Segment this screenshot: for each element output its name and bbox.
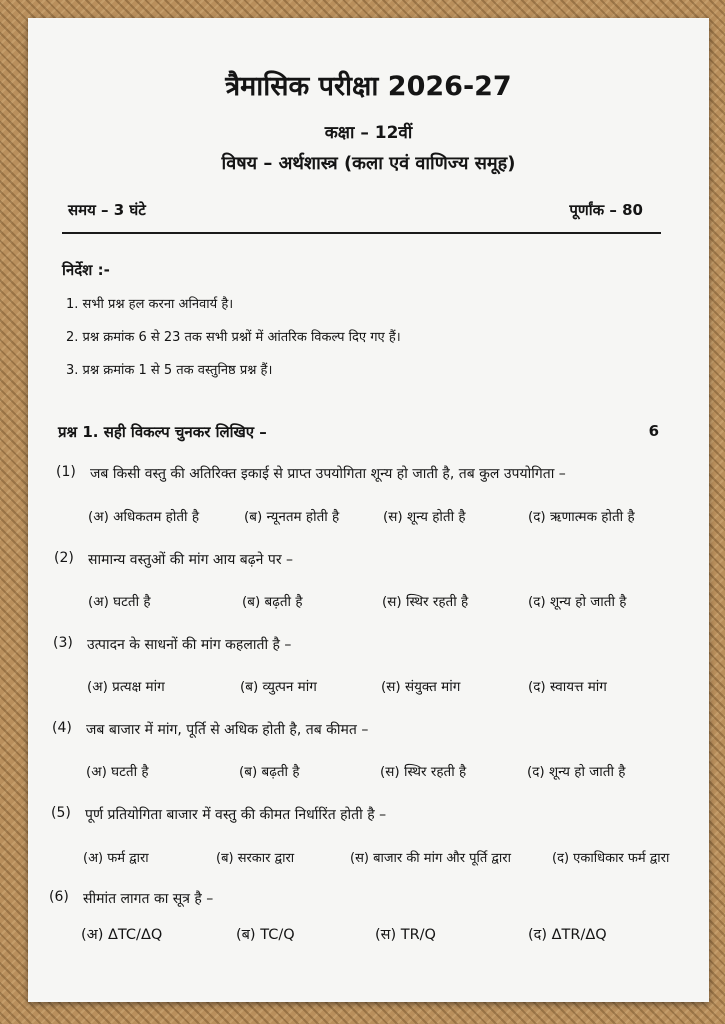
section-title: प्रश्न 1. सही विकल्प चुनकर लिखिए – (58, 423, 267, 441)
question-number: (4) (52, 720, 72, 736)
option: (स) TR/Q (375, 927, 436, 943)
question-number: (6) (49, 889, 69, 905)
option: (स) स्थिर रहती है (380, 764, 467, 780)
instruction-item: 3. प्रश्न क्रमांक 1 से 5 तक वस्तुनिष्ठ प्रश्न हैं। (66, 363, 273, 378)
option: (स) संयुक्त मांग (381, 679, 461, 695)
option: (द) स्वायत्त मांग (528, 679, 607, 695)
exam-title: त्रैमासिक परीक्षा 2026-27 (225, 71, 512, 102)
instruction-item: 1. सभी प्रश्न हल करना अनिवार्य है। (66, 297, 234, 312)
question-text: सीमांत लागत का सूत्र है – (83, 891, 214, 907)
question-number: (3) (53, 635, 73, 651)
option: (स) स्थिर रहती है (382, 594, 469, 610)
option: (अ) फर्म द्वारा (83, 851, 149, 866)
question-number: (2) (54, 550, 74, 566)
option: (स) शून्य होती है (383, 509, 466, 525)
header-divider (62, 232, 661, 234)
option: (द) ऋणात्मक होती है (528, 509, 635, 525)
question-text: सामान्य वस्तुओं की मांग आय बढ़ने पर – (88, 552, 294, 568)
option: (अ) घटती है (86, 764, 149, 780)
option: (ब) TC/Q (236, 927, 295, 943)
option: (द) शून्य हो जाती है (527, 764, 626, 780)
option: (ब) व्युत्पन मांग (240, 679, 317, 695)
instructions-heading: निर्देश :- (62, 261, 110, 279)
max-marks-label: पूर्णांक – 80 (569, 201, 643, 219)
option: (अ) प्रत्यक्ष मांग (87, 679, 165, 695)
option: (स) बाजार की मांग और पूर्ति द्वारा (350, 851, 511, 866)
instruction-item: 2. प्रश्न क्रमांक 6 से 23 तक सभी प्रश्नों में आंतरिक विकल्प दिए गए हैं। (66, 330, 401, 345)
time-label: समय – 3 घंटे (68, 201, 146, 219)
option: (ब) न्यूनतम होती है (244, 509, 340, 525)
question-text: पूर्ण प्रतियोगिता बाजार में वस्तु की कीमत निर्धारिंत होती है – (85, 807, 387, 823)
question-text: जब बाजार में मांग, पूर्ति से अधिक होती है, तब कीमत – (86, 722, 369, 738)
question-number: (5) (51, 805, 71, 821)
option: (द) शून्य हो जाती है (528, 594, 627, 610)
class-line: कक्षा – 12वीं (324, 123, 413, 143)
option: (द) एकाधिकार फर्म द्वारा (552, 851, 670, 866)
option: (ब) सरकार द्वारा (216, 851, 295, 866)
option: (द) ΔTR/ΔQ (528, 927, 607, 943)
exam-paper (28, 18, 709, 1002)
option: (ब) बढ़ती है (239, 764, 300, 780)
question-text: जब किसी वस्तु की अतिरिक्त इकाई से प्राप्त उपयोगिता शून्य हो जाती है, तब कुल उपयोगिता – (90, 466, 566, 482)
option: (अ) ΔTC/ΔQ (81, 927, 163, 943)
option: (अ) अधिकतम होती है (88, 509, 199, 525)
subject-line: विषय – अर्थशास्त्र (कला एवं वाणिज्य समूह) (221, 153, 516, 174)
question-number: (1) (56, 464, 76, 480)
question-text: उत्पादन के साधनों की मांग कहलाती है – (87, 637, 292, 653)
option: (अ) घटती है (88, 594, 151, 610)
section-marks: 6 (648, 422, 659, 440)
option: (ब) बढ़ती है (242, 594, 303, 610)
